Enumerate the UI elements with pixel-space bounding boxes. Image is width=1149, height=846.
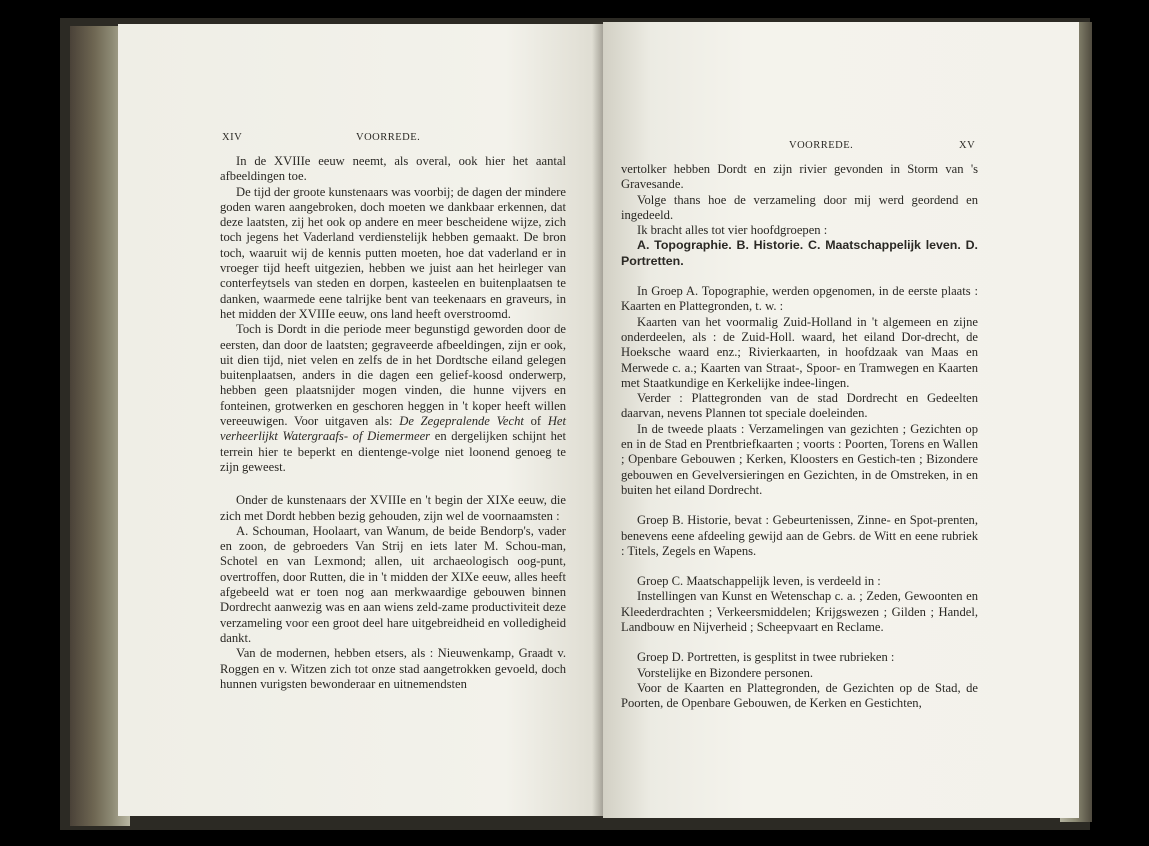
paragraph: Van de modernen, hebben etsers, als : Nieuwenkamp, Graadt v. Roggen en v. Witzen zich tot onze stad aangetrokken gevoeld, doch hunnen vurigsten bewonderaar en uitnemendsten <box>220 646 566 691</box>
paragraph: In Groep A. Topographie, werden opgenomen, in de eerste plaats : Kaarten en Plattegronden, t. w. : <box>621 284 978 314</box>
right-page <box>603 22 1079 818</box>
paragraph: Groep D. Portretten, is gesplitst in twee rubrieken : <box>637 650 895 665</box>
right-page-text <box>621 162 978 712</box>
paragraph: Kaarten van het voormalig Zuid-Holland in 't algemeen en zijne onderdeelen, als : de Zuid-Holl. waard, het eiland Dor-drecht, de Hoeksche waard enz.; Rivierkaarten, in hoofdzaak van Maas en Merwede c. a.; Kaarten van Straat-, Spoor- en Tramwegen en Kaarten met Staatkundige en Kerkelijke indee-lingen. <box>621 314 978 390</box>
paragraph: A. Schouman, Hoolaart, van Wanum, de beide Bendorp's, vader en zoon, de gebroeders Van Strij en iets later M. Schou-man, Schotel en van Lexmond; allen, uit archaeologisch oog-punt, overtroffen, door Rutten, die in 't midden der XIXe eeuw, alles heeft afgebeeld wat er toen nog aan merkwaardige gebouwen binnen Dordrecht aanwezig was en aan wiens zeld-zame productiviteit deze verzameling voor een groot deel hare uitgebreidheid en volledigheid dankt. <box>220 523 566 645</box>
left-page <box>118 24 603 816</box>
paragraph: Onder de kunstenaars der XVIIIe en 't begin der XIXe eeuw, die zich met Dordt hebben bezig gehouden, zijn wel de voornaamsten : <box>220 493 566 523</box>
page-number: XIV <box>222 132 243 143</box>
paragraph: Toch is Dordt in die periode meer begunstigd geworden door de eersten, dan door de laatsten; gegraveerde afbeeldingen, zijn er ook, uit dien tijd, niet velen en zelfs de in het Dordtsche eiland gelegen buitenplaatsen, anders in die dagen een gelief-koosd onderwerp, hebben geen plaatsnijder mogen vinden, die hunne vijvers en fonteinen, grotwerken en geschoren heggen in 't koper heeft willen vereeuwigen. Voor uitgaven als: De Zegepralende Vecht of Het verheerlijkt Watergraafs- of Diemermeer en dergelijken schijnt het terrein hier te beperkt en dientenge-volge niet loonend genoeg te zijn geweest. <box>220 322 567 474</box>
paragraph: Groep C. Maatschappelijk leven, is verdeeld in : <box>637 574 881 589</box>
page-number: XV <box>959 140 976 151</box>
group-list: A. Topographie. B. Historie. C. Maatschappelijk leven. D. Portretten. <box>621 238 978 268</box>
paragraph: Ik bracht alles tot vier hoofdgroepen : <box>637 223 828 238</box>
paragraph: In de XVIIIe eeuw neemt, als overal, ook hier het aantal afbeeldingen toe. <box>220 154 566 184</box>
paragraph: Volge thans hoe de verzameling door mij werd geordend en ingedeeld. <box>621 192 978 222</box>
paragraph: Verder : Plattegronden van de stad Dordrecht en Gedeelten daarvan, nevens Plannen tot speciale doeleinden. <box>621 391 978 421</box>
paragraph: De tijd der groote kunstenaars was voorbij; de dagen der mindere goden waren aangebroken, doch moeten we dankbaar erkennen, dat deze laatsten, zij het ook op andere en meer bescheidene wijze, zich toch jegens het Vaderland verdienstelijk hebben gemaakt. De bron toch, waaruit wij de kennis putten moeten, hoe dat vaderland er in vroeger tijd heeft uitgezien, hebben we juist aan het heirleger van conterfeytsels van steden en dorpen, kasteelen en buitenplaatsen te danken, waarmede eene talrijke bent van teekenaars en graveurs, in het midden der XVIIIe eeuw, ons land heeft overstroomd. <box>220 184 566 321</box>
left-page-text <box>220 154 566 692</box>
running-title: VOORREDE. <box>789 140 854 151</box>
paragraph: Groep B. Historie, bevat : Gebeurtenissen, Zinne- en Spot-prenten, benevens eene afdeeling gewijd aan de Gebrs. de Witt en eene rubriek : Titels, Zegels en Wapens. <box>621 513 978 558</box>
paragraph: Voor de Kaarten en Plattegronden, de Gezichten op de Stad, de Poorten, de Openbare Gebouwen, de Kerken en Gestichten, <box>621 680 978 711</box>
paragraph: Instellingen van Kunst en Wetenschap c. a. ; Zeden, Gewoonten en Kleederdrachten ; Verkeersmiddelen; Krijgswezen ; Gilden ; Handel, Landbouw en Nijverheid ; Scheepvaart en Reclame. <box>621 589 978 635</box>
running-title: VOORREDE. <box>356 132 421 143</box>
paragraph: vertolker hebben Dordt en zijn rivier gevonden in Storm van 's Gravesande. <box>621 162 978 192</box>
paragraph: In de tweede plaats : Verzamelingen van gezichten ; Gezichten op en in de Stad en Prentbriefkaarten ; voorts : Poorten, Torens en Wallen ; Openbare Gebouwen ; Kerken, Kloosters en Gestich-ten ; Bizondere gebouwen en Gevelversieringen en Gezichten, in de Omstreken, in en buiten het eiland Dordrecht. <box>621 421 978 497</box>
paragraph: Vorstelijke en Bizondere personen. <box>637 665 814 680</box>
